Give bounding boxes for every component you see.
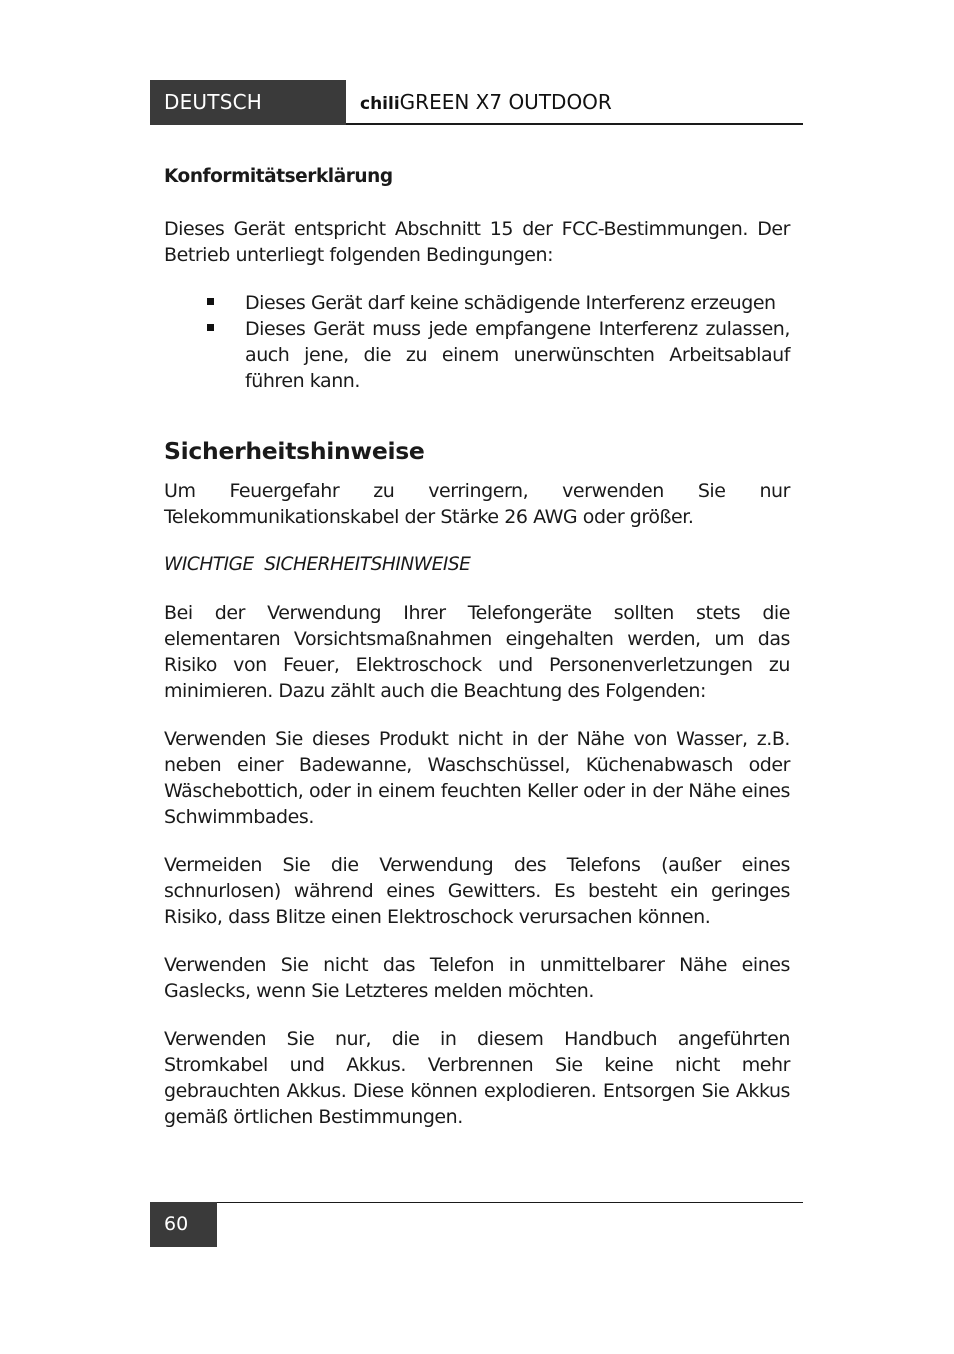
safety-paragraph: Verwenden Sie nur, die in diesem Handbuch angeführten Stromkabel und Akkus. Verbrennen Sie keine nicht mehr gebrauchten Akkus. Diese können explodieren. Entsorgen Sie Akkus gemäß örtlichen Bestimmungen. — [164, 1028, 790, 1128]
product-name: GREEN X7 OUTDOOR — [399, 90, 612, 114]
important-safety-title: WICHTIGE SICHERHEITSHINWEISE — [164, 554, 471, 575]
conformity-paragraph: Dieses Gerät entspricht Abschnitt 15 der FCC-Bestimmungen. Der Betrieb unterliegt folgenden Bedingungen: — [164, 218, 790, 266]
language-label: DEUTSCH — [150, 80, 346, 125]
square-bullet-icon — [207, 324, 214, 331]
bullet-text: Dieses Gerät muss jede empfangene Interferenz zulassen, auch jene, die zu einem unerwünschten Arbeitsablauf führen kann. — [245, 318, 790, 392]
spacer — [164, 394, 790, 434]
brand-prefix: chili — [360, 94, 400, 114]
conformity-heading: Konformitätserklärung — [164, 166, 393, 187]
safety-paragraph: Vermeiden Sie die Verwendung des Telefons (außer eines schnurlosen) während eines Gewitters. Es besteht ein geringes Risiko, dass Blitze einen Elektroschock verursachen können. — [164, 854, 790, 928]
page-content — [164, 160, 790, 1130]
footer-divider — [216, 1202, 803, 1203]
square-bullet-icon — [207, 298, 214, 305]
conformity-bullet-list — [164, 290, 790, 394]
bullet-item — [164, 316, 790, 394]
safety-paragraph: Bei der Verwendung Ihrer Telefongeräte sollten stets die elementaren Vorsichtsmaßnahmen eingehalten werden, um das Risiko von Feuer, Elektroschock und Personenverletzungen zu minimieren. Dazu zählt auch die Beachtung des Folgenden: — [164, 602, 790, 702]
safety-paragraph: Verwenden Sie dieses Produkt nicht in der Nähe von Wasser, z.B. neben einer Badewanne, Waschschüssel, Küchenabwasch oder Wäschebottich, oder in einem feuchten Keller oder in der Nähe eines Schwimmbades. — [164, 728, 790, 828]
safety-intro: Um Feuergefahr zu verringern, verwenden Sie nur Telekommunikationskabel der Stärke 26 AWG oder größer. — [164, 480, 790, 528]
bullet-text: Dieses Gerät darf keine schädigende Interferenz erzeugen — [245, 292, 776, 314]
spacer — [164, 1004, 790, 1026]
product-title — [346, 80, 803, 125]
bullet-item — [164, 290, 790, 316]
page-number: 60 — [150, 1202, 217, 1247]
spacer — [164, 830, 790, 852]
spacer — [164, 578, 790, 600]
spacer — [164, 704, 790, 726]
spacer — [164, 530, 790, 552]
safety-heading: Sicherheitshinweise — [164, 437, 425, 465]
spacer — [164, 194, 790, 216]
spacer — [164, 930, 790, 952]
spacer — [164, 468, 790, 478]
safety-paragraph: Verwenden Sie nicht das Telefon in unmittelbarer Nähe eines Gaslecks, wenn Sie Letzteres melden möchten. — [164, 954, 790, 1002]
spacer — [164, 268, 790, 290]
